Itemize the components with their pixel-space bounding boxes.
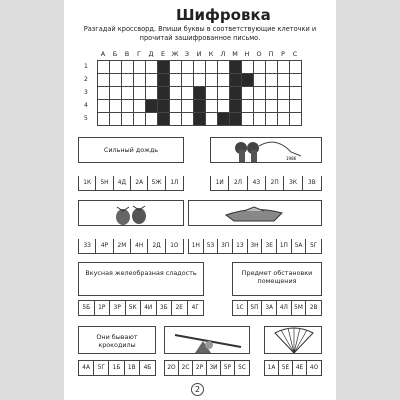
grid-cell[interactable] — [170, 113, 182, 126]
grid-cell-filled[interactable] — [230, 87, 242, 100]
grid-cell[interactable] — [290, 74, 302, 87]
cipher-code-cell[interactable]: 2П — [266, 176, 284, 190]
grid-cell[interactable] — [194, 61, 206, 74]
grid-cell[interactable] — [170, 87, 182, 100]
grid-cell[interactable] — [110, 61, 122, 74]
grid-cell-filled[interactable] — [242, 74, 254, 87]
grid-cell[interactable] — [98, 100, 110, 113]
column-letter: Г — [137, 50, 141, 58]
grid-cell[interactable] — [206, 61, 218, 74]
cipher-code-cell[interactable]: 4З — [248, 176, 266, 190]
cipher-code-cell[interactable]: 5К — [126, 301, 142, 315]
grid-cell[interactable] — [242, 61, 254, 74]
grid-cell-filled[interactable] — [230, 61, 242, 74]
grid-cell[interactable] — [266, 113, 278, 126]
cipher-code-cell[interactable]: 2Д — [148, 239, 165, 253]
column-letter: Д — [148, 50, 154, 58]
grid-cell[interactable] — [206, 100, 218, 113]
grid-cell[interactable] — [110, 87, 122, 100]
code-row-2 — [210, 176, 322, 191]
grid-cell[interactable] — [254, 100, 266, 113]
grid-cell[interactable] — [290, 100, 302, 113]
cipher-code-cell[interactable]: 4Б — [143, 365, 152, 371]
picture-box-strawberries — [78, 200, 184, 226]
grid-cell[interactable] — [266, 87, 278, 100]
grid-cell[interactable] — [110, 100, 122, 113]
cipher-code-cell[interactable]: 5Г — [310, 243, 318, 249]
cipher-code-cell[interactable]: 2О — [165, 361, 179, 375]
page-number: 2 — [191, 383, 204, 396]
grid-cell[interactable] — [242, 100, 254, 113]
grid-cell[interactable] — [206, 74, 218, 87]
clue-box-7 — [78, 326, 156, 354]
column-letter: И — [196, 50, 202, 58]
grid-cell[interactable] — [278, 100, 290, 113]
grid-cell-filled[interactable] — [158, 74, 170, 87]
column-letter: А — [100, 50, 106, 58]
cipher-code-cell[interactable]: 4О — [309, 365, 319, 371]
cipher-code-cell[interactable]: 2С — [179, 361, 193, 375]
code-row-7 — [78, 360, 156, 376]
grid-cell[interactable] — [122, 87, 134, 100]
cipher-code-cell[interactable]: 4Е — [293, 361, 307, 375]
row-number: 4 — [84, 102, 88, 109]
cipher-code-cell[interactable]: 5З — [204, 239, 219, 253]
row-number: 5 — [84, 115, 88, 122]
column-letter: Л — [220, 50, 226, 58]
grid-cell-filled[interactable] — [230, 113, 242, 126]
grid-cell[interactable] — [242, 113, 254, 126]
row-number: 3 — [84, 89, 88, 96]
grid-cell[interactable] — [146, 74, 158, 87]
grid-cell[interactable] — [182, 113, 194, 126]
cipher-code-cell[interactable]: 3Р — [110, 301, 126, 315]
grid-cell-filled[interactable] — [158, 61, 170, 74]
grid-cell[interactable] — [98, 87, 110, 100]
cipher-code-cell[interactable]: 1Н — [189, 239, 204, 253]
grid-cell-filled[interactable] — [218, 113, 230, 126]
grid-cell[interactable] — [242, 87, 254, 100]
grid-cell[interactable] — [290, 61, 302, 74]
grid-cell[interactable] — [98, 61, 110, 74]
worksheet-page — [64, 0, 336, 400]
row-number: 2 — [84, 76, 88, 83]
cipher-code-cell[interactable]: 1В — [125, 361, 140, 375]
grid-cell[interactable] — [134, 74, 146, 87]
grid-cell[interactable] — [254, 113, 266, 126]
grid-cell[interactable] — [290, 87, 302, 100]
cipher-code-cell[interactable]: 3Е — [262, 239, 277, 253]
code-row-4 — [188, 239, 322, 254]
boat-icon — [224, 203, 284, 225]
code-row-1 — [78, 176, 184, 191]
grid-cell[interactable] — [206, 87, 218, 100]
grid-cell[interactable] — [98, 74, 110, 87]
grid-cell[interactable] — [182, 61, 194, 74]
grid-cell[interactable] — [110, 74, 122, 87]
clue-box-1 — [78, 137, 184, 163]
cipher-code-cell[interactable]: 4Л — [277, 301, 292, 315]
grid-cell[interactable] — [278, 61, 290, 74]
grid-cell[interactable] — [206, 113, 218, 126]
grid-cell[interactable] — [266, 74, 278, 87]
grid-cell[interactable] — [122, 61, 134, 74]
grid-cell[interactable] — [266, 100, 278, 113]
cipher-code-cell[interactable]: 1И — [211, 176, 229, 190]
cipher-code-cell[interactable]: 3И — [207, 361, 221, 375]
crossword-grid — [97, 60, 302, 126]
row-number: 1 — [84, 63, 88, 70]
cipher-code-cell[interactable]: 1Б — [109, 361, 124, 375]
grid-cell[interactable] — [254, 87, 266, 100]
cipher-code-cell[interactable]: 2Р — [193, 361, 207, 375]
column-letter: В — [124, 50, 130, 58]
grid-cell-filled[interactable] — [158, 100, 170, 113]
fan-icon — [273, 327, 315, 355]
grid-cell[interactable] — [98, 113, 110, 126]
cipher-code-cell[interactable]: 4Н — [131, 239, 148, 253]
cipher-code-cell[interactable]: 3А — [262, 301, 277, 315]
code-row-9 — [264, 360, 322, 376]
clue-box-5 — [78, 262, 204, 296]
grid-cell[interactable] — [254, 74, 266, 87]
grid-cell[interactable] — [170, 100, 182, 113]
column-letter: М — [232, 50, 238, 58]
code-row-6 — [232, 300, 322, 316]
cipher-code-cell[interactable]: 1Р — [95, 301, 111, 315]
code-row-8 — [164, 360, 250, 376]
cipher-code-cell[interactable]: 4Г — [191, 305, 199, 311]
column-letter: Н — [244, 50, 250, 58]
grid-cell[interactable] — [218, 74, 230, 87]
grid-cell[interactable] — [218, 100, 230, 113]
grid-cell[interactable] — [146, 61, 158, 74]
grid-cell[interactable] — [134, 100, 146, 113]
page-title: Шифровка — [176, 6, 271, 24]
clue-text-1: Сильный дождь — [103, 146, 159, 154]
cipher-code-cell[interactable]: 5М — [292, 301, 307, 315]
grid-cell[interactable] — [266, 61, 278, 74]
picture-box-boat — [188, 200, 322, 226]
cipher-code-cell[interactable]: 4А — [79, 361, 94, 375]
grid-cell[interactable] — [182, 87, 194, 100]
column-letters — [97, 49, 301, 59]
cipher-code-cell[interactable]: 2В — [309, 305, 318, 311]
cipher-code-cell[interactable]: 2А — [131, 176, 148, 190]
grid-cell[interactable] — [278, 87, 290, 100]
column-letter: П — [268, 50, 274, 58]
grid-cell-filled[interactable] — [194, 87, 206, 100]
cipher-code-cell[interactable]: 1Л — [170, 180, 179, 186]
cipher-code-cell[interactable]: 1П — [277, 239, 292, 253]
cipher-code-cell[interactable]: 5А — [292, 239, 307, 253]
grid-cell[interactable] — [146, 87, 158, 100]
grid-cell[interactable] — [254, 61, 266, 74]
grid-cell[interactable] — [182, 74, 194, 87]
grid-cell[interactable] — [122, 113, 134, 126]
cipher-code-cell[interactable]: 1К — [79, 176, 96, 190]
grid-cell-filled[interactable] — [230, 100, 242, 113]
strawberry-icon — [109, 201, 159, 227]
cipher-code-cell[interactable]: 4Р — [96, 239, 113, 253]
grid-cell-filled[interactable] — [158, 113, 170, 126]
picture-box-seesaw — [164, 326, 250, 354]
grid-cell[interactable] — [146, 113, 158, 126]
svg-text:1986: 1986 — [286, 156, 297, 161]
grid-cell[interactable] — [170, 74, 182, 87]
cipher-code-cell[interactable]: 4Д — [114, 176, 131, 190]
binoculars-icon — [231, 138, 311, 164]
grid-cell-filled[interactable] — [158, 87, 170, 100]
grid-cell[interactable] — [218, 87, 230, 100]
grid-cell[interactable] — [290, 113, 302, 126]
column-letter: Р — [281, 50, 285, 58]
grid-cell[interactable] — [278, 74, 290, 87]
cipher-code-cell[interactable]: 1С — [233, 301, 248, 315]
grid-cell[interactable] — [194, 74, 206, 87]
column-letter: С — [292, 50, 298, 58]
cipher-code-cell[interactable]: 3Б — [157, 301, 173, 315]
grid-cell-filled[interactable] — [230, 74, 242, 87]
grid-cell-filled[interactable] — [194, 100, 206, 113]
column-letter: З — [184, 50, 190, 58]
cipher-code-cell[interactable]: 5Р — [221, 361, 235, 375]
cipher-code-cell[interactable]: 2М — [114, 239, 131, 253]
clue-box-6 — [232, 262, 322, 296]
column-letter: Ж — [171, 50, 179, 58]
cipher-code-cell[interactable]: 3П — [218, 239, 233, 253]
clue-text-7: Они бывают крокодилы — [96, 333, 138, 349]
cipher-code-cell[interactable]: 3К — [284, 176, 302, 190]
cipher-code-cell[interactable]: 3В — [308, 180, 316, 186]
code-row-3 — [78, 239, 184, 254]
cipher-code-cell[interactable]: 5Н — [96, 176, 113, 190]
column-letter: Е — [160, 50, 166, 58]
grid-cell-filled[interactable] — [146, 100, 158, 113]
grid-cell[interactable] — [122, 100, 134, 113]
cipher-code-cell[interactable]: 4И — [141, 301, 157, 315]
column-letter: О — [256, 50, 262, 58]
picture-box-binoculars — [210, 137, 322, 163]
cipher-code-cell[interactable]: 1А — [265, 361, 279, 375]
grid-cell[interactable] — [170, 61, 182, 74]
column-letter: Б — [112, 50, 118, 58]
cipher-code-cell[interactable]: 3З — [79, 239, 96, 253]
grid-cell[interactable] — [110, 113, 122, 126]
grid-cell[interactable] — [134, 87, 146, 100]
cipher-code-cell[interactable]: 2Л — [229, 176, 247, 190]
grid-cell[interactable] — [218, 61, 230, 74]
grid-cell[interactable] — [134, 61, 146, 74]
grid-cell[interactable] — [182, 100, 194, 113]
cipher-code-cell[interactable]: 1О — [170, 243, 179, 249]
row-numbers — [84, 60, 88, 125]
grid-cell[interactable] — [122, 74, 134, 87]
cipher-code-cell[interactable]: 1З — [233, 239, 248, 253]
column-letter: К — [208, 50, 214, 58]
cipher-code-cell[interactable]: 5Б — [79, 301, 95, 315]
code-row-5 — [78, 300, 204, 316]
grid-cell-filled[interactable] — [194, 113, 206, 126]
cipher-code-cell[interactable]: 3Н — [248, 239, 263, 253]
picture-box-fan — [264, 326, 322, 354]
clue-text-6: Предмет обстановки помещения — [241, 269, 313, 285]
seesaw-icon — [173, 327, 243, 355]
clue-text-5: Вкусная желеобразная сладость — [85, 269, 197, 277]
grid-cell[interactable] — [134, 113, 146, 126]
cipher-code-cell[interactable]: 5С — [238, 365, 246, 371]
instruction-text: Разгадай кроссворд. Впиши буквы в соответствующие клеточки и прочитай зашифрованное письмо. — [83, 25, 317, 42]
cipher-code-cell[interactable]: 2Е — [172, 301, 188, 315]
cipher-code-cell[interactable]: 5Г — [94, 361, 109, 375]
cipher-code-cell[interactable]: 5Е — [279, 361, 293, 375]
cipher-code-cell[interactable]: 5Ж — [148, 176, 165, 190]
grid-cell[interactable] — [278, 113, 290, 126]
cipher-code-cell[interactable]: 5П — [248, 301, 263, 315]
